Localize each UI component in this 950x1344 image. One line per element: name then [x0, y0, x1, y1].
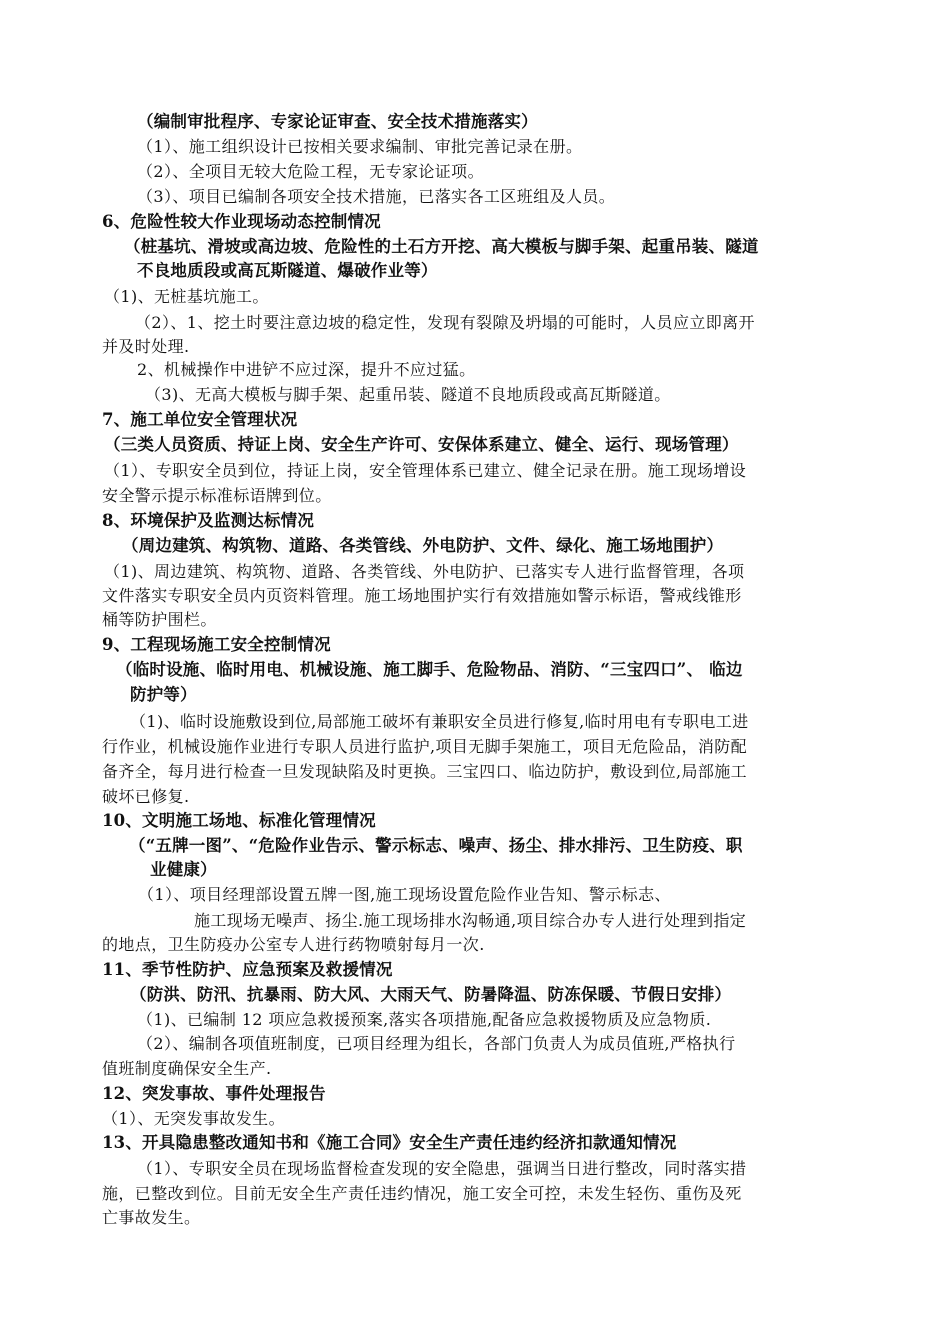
- paragraph-line: （1）、专职安全员在现场监督检查发现的安全隐患，强调当日进行整改，同时落实措: [137, 1159, 747, 1178]
- section-7-heading: 7、施工单位安全管理状况: [102, 410, 298, 429]
- paragraph-line: 安全警示提示标准标语牌到位。: [102, 486, 332, 505]
- paragraph-line: 桶等防护围栏。: [102, 610, 217, 629]
- section-9-heading: 9、工程现场施工安全控制情况: [102, 635, 331, 654]
- section-8-heading: 8、环境保护及监测达标情况: [102, 511, 315, 530]
- section-10-heading: 10、文明施工场地、标准化管理情况: [102, 811, 376, 830]
- paragraph-line: （1）、施工组织设计已按相关要求编制、审批完善记录在册。: [137, 137, 583, 156]
- paragraph-line: （2）、1、挖土时要注意边坡的稳定性，发现有裂隙及坍塌的可能时，人员应立即离开: [135, 313, 755, 332]
- paragraph-line: 的地点，卫生防疫办公室专人进行药物喷射每月一次.: [102, 935, 485, 954]
- paragraph-line: （1）、无突发事故发生。: [102, 1109, 285, 1128]
- paragraph-line: （1)、周边建筑、构筑物、道路、各类管线、外电防护、已落实专人进行监督管理，各项: [104, 562, 745, 581]
- section-7-scope: （三类人员资质、持证上岗、安全生产许可、安保体系建立、健全、运行、现场管理）: [104, 435, 739, 454]
- section-10-scope: 业健康）: [150, 860, 217, 879]
- section-12-heading: 12、突发事故、事件处理报告: [102, 1084, 326, 1103]
- paragraph-line: 备齐全，每月进行检查一旦发现缺陷及时更换。三宝四口、临边防护，敷设到位,局部施工: [102, 762, 748, 781]
- section-11-heading: 11、季节性防护、应急预案及救援情况: [102, 960, 393, 979]
- paragraph-line: （3)、无高大模板与脚手架、起重吊装、隧道不良地质段或高瓦斯隧道。: [145, 385, 671, 404]
- section-9-scope: （临时设施、临时用电、机械设施、施工脚手、危险物品、消防、“三宝四口”、 临边: [116, 660, 743, 679]
- paragraph-line: 值班制度确保安全生产.: [102, 1059, 272, 1078]
- paragraph-line: 施，已整改到位。目前无安全生产责任违约情况，施工安全可控，未发生轻伤、重伤及死: [102, 1184, 742, 1203]
- paragraph-line: 2、机械操作中进铲不应过深，提升不应过猛。: [137, 360, 476, 379]
- paragraph-line: 亡事故发生。: [102, 1208, 201, 1227]
- paragraph-line: （1）、项目经理部设置五牌一图,施工现场设置危险作业告知、警示标志、: [138, 885, 671, 904]
- paragraph-line: 文件落实专职安全员内页资料管理。施工场地围护实行有效措施如警示标语，警戒线锥形: [102, 586, 742, 605]
- paragraph-line: （1)、已编制 12 项应急救援预案,落实各项措施,配备应急救援物质及应急物质.: [137, 1010, 712, 1029]
- section-8-scope: （周边建筑、构筑物、道路、各类管线、外电防护、文件、绿化、施工场地围护）: [122, 536, 724, 555]
- paragraph-line: 行作业，机械设施作业进行专职人员进行监护,项目无脚手架施工，项目无危险品，消防配: [102, 737, 748, 756]
- section-11-scope: （防洪、防汛、抗暴雨、防大风、大雨天气、防暑降温、防冻保暖、节假日安排）: [130, 985, 732, 1004]
- section-9-scope: 防护等）: [130, 685, 197, 704]
- paragraph-line: （1)、临时设施敷设到位,局部施工破坏有兼职安全员进行修复,临时用电有专职电工进: [130, 712, 749, 731]
- section-6-scope: 不良地质段或高瓦斯隧道、爆破作业等）: [137, 261, 438, 280]
- section-5-scope: （编制审批程序、专家论证审查、安全技术措施落实）: [137, 112, 538, 131]
- paragraph-line: （2）、编制各项值班制度，已项目经理为组长，各部门负责人为成员值班,严格执行: [137, 1034, 736, 1053]
- paragraph-line: 破坏已修复.: [102, 787, 190, 806]
- section-6-scope: （桩基坑、滑坡或高边坡、危险性的土石方开挖、高大模板与脚手架、起重吊装、隧道: [124, 237, 759, 256]
- paragraph-line: 并及时处理.: [102, 337, 190, 356]
- paragraph-line: （2）、全项目无较大危险工程，无专家论证项。: [137, 162, 484, 181]
- paragraph-line: 施工现场无噪声、扬尘.施工现场排水沟畅通,项目综合办专人进行处理到指定: [194, 911, 747, 930]
- paragraph-line: （1）、专职安全员到位，持证上岗，安全管理体系已建立、健全记录在册。施工现场增设: [104, 461, 747, 480]
- section-6-heading: 6、危险性较大作业现场动态控制情况: [102, 212, 381, 231]
- section-10-scope: （“五牌一图”、“危险作业告示、警示标志、噪声、扬尘、排水排污、卫生防疫、职: [129, 836, 743, 855]
- paragraph-line: （1)、无桩基坑施工。: [104, 287, 269, 306]
- section-13-heading: 13、开具隐患整改通知书和《施工合同》安全生产责任违约经济扣款通知情况: [102, 1133, 677, 1152]
- paragraph-line: （3）、项目已编制各项安全技术措施，已落实各工区班组及人员。: [137, 187, 616, 206]
